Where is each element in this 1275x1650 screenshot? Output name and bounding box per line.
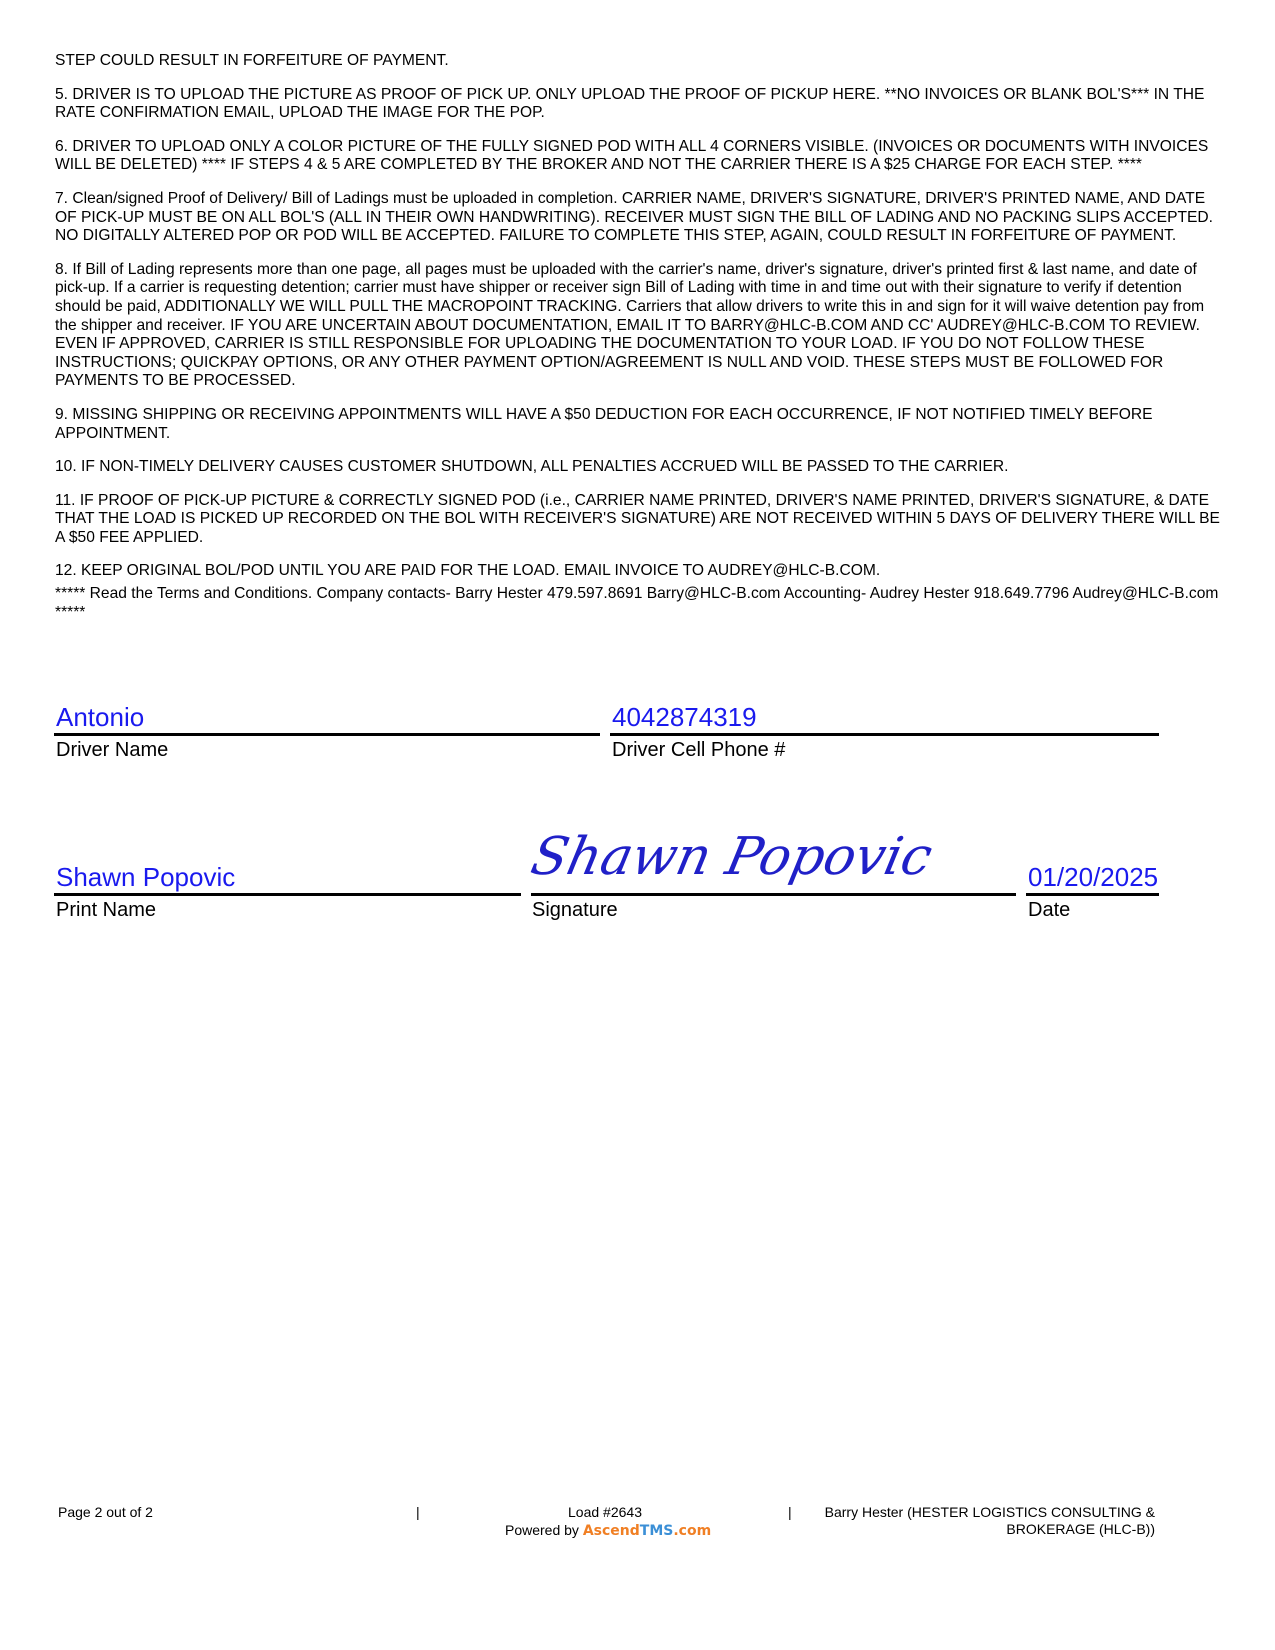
print-name-line [54,893,521,896]
driver-phone-field[interactable]: 4042874319 [612,702,757,732]
load-number: Load #2643 [568,1504,642,1520]
signature-text: Shawn Popovic [526,826,938,887]
brand-logo[interactable] [583,1523,711,1539]
powered-by [505,1522,712,1540]
driver-name-line [54,733,600,736]
signature-line [531,893,1016,896]
company-info [800,1504,1155,1538]
company-line: BROKERAGE (HLC-B)) [1006,1521,1155,1537]
term-item: 9. MISSING SHIPPING OR RECEIVING APPOINTMENTS WILL HAVE A $50 DEDUCTION FOR EACH OCCURRENCE, IF NOT NOTIFIED TIMELY BEFORE APPOINTMENT. [55,405,1153,442]
date-caption: Date [1028,899,1071,921]
driver-name-field[interactable]: Antonio [56,702,145,732]
term-item: 5. DRIVER IS TO UPLOAD THE PICTURE AS PROOF OF PICK UP. ONLY UPLOAD THE PROOF OF PICKUP HERE. **NO INVOICES OR BLANK BOL'S*** IN THE RATE CONFIRMATION EMAIL, UPLOAD THE IMAGE FOR THE POP. [55,85,1205,122]
powered-by-label: Powered by [505,1522,579,1538]
company-line: Barry Hester (HESTER LOGISTICS CONSULTING & [824,1504,1155,1520]
term-item: 7. Clean/signed Proof of Delivery/ Bill of Ladings must be uploaded in completion. CARRIER NAME, DRIVER'S SIGNATURE, DRIVER'S PRINTED NAME, AND DATE OF PICK-UP MUST BE ON ALL BOL'S (ALL IN THEIR OWN HANDWRITING). RECEIVER MUST SIGN THE BILL OF LADING AND NO PACKING SLIPS ACCEPTED. NO DIGITALLY ALTERED POP OR POD WILL BE ACCEPTED. FAILURE TO COMPLETE THIS STEP, AGAIN, COULD RESULT IN FORFEITURE OF PAYMENT. [55,189,1214,245]
brand-dotcom: .com [673,1523,712,1539]
signature-caption: Signature [532,899,618,921]
term-item: 10. IF NON-TIMELY DELIVERY CAUSES CUSTOMER SHUTDOWN, ALL PENALTIES ACCRUED WILL BE PASSED TO THE CARRIER. [55,458,1009,476]
date-line [1026,893,1159,896]
print-name-field[interactable]: Shawn Popovic [56,862,236,892]
driver-phone-line [610,733,1159,736]
brand-ascend: Ascend [582,1523,640,1539]
term-item: 6. DRIVER TO UPLOAD ONLY A COLOR PICTURE OF THE FULLY SIGNED POD WITH ALL 4 CORNERS VISIBLE. (INVOICES OR DOCUMENTS WITH INVOICES WILL BE DELETED) **** IF STEPS 4 & 5 ARE COMPLETED BY THE BROKER AND NOT THE CARRIER THERE IS A $25 CHARGE FOR EACH STEP. **** [55,137,1209,174]
footer-separator: | [788,1504,792,1520]
page-number: Page 2 out of 2 [58,1504,153,1520]
print-name-caption: Print Name [56,899,157,921]
footer-separator: | [416,1504,420,1520]
date-field[interactable]: 01/20/2025 [1028,862,1159,892]
driver-phone-caption: Driver Cell Phone # [612,739,786,761]
term-item: 12. KEEP ORIGINAL BOL/POD UNTIL YOU ARE PAID FOR THE LOAD. EMAIL INVOICE TO AUDREY@HLC-B.COM. [55,562,881,580]
signature-image[interactable] [526,812,938,894]
driver-name-caption: Driver Name [56,739,169,761]
term-item: 8. If Bill of Lading represents more than one page, all pages must be uploaded with the carrier's name, driver's signature, driver's printed first & last name, and date of pick-up. If a carrier is requesting detention; carrier must have shipper or receiver sign Bill of Lading with time in and time out with their signature to verify if detention should be paid, ADDITIONALLY WE WILL PULL THE MACROPOINT TRACKING. Carriers that allow drivers to write this in and sign for it will waive detention pay from the shipper and receiver. IF YOU ARE UNCERTAIN ABOUT DOCUMENTATION, EMAIL IT TO BARRY@HLC-B.COM AND CC' AUDREY@HLC-B.COM TO REVIEW. EVEN IF APPROVED, CARRIER IS STILL RESPONSIBLE FOR UPLOADING THE DOCUMENTATION TO YOUR LOAD. IF YOU DO NOT FOLLOW THESE INSTRUCTIONS; QUICKPAY OPTIONS, OR ANY OTHER PAYMENT OPTION/AGREEMENT IS NULL AND VOID. THESE STEPS MUST BE FOLLOWED FOR PAYMENTS TO BE PROCESSED. [55,260,1205,390]
term-item: STEP COULD RESULT IN FORFEITURE OF PAYMENT. [55,52,449,69]
terms-section [55,52,1223,637]
brand-tms: TMS [639,1523,674,1539]
term-item: 11. IF PROOF OF PICK-UP PICTURE & CORRECTLY SIGNED POD (i.e., CARRIER NAME PRINTED, DRIVER'S NAME PRINTED, DRIVER'S SIGNATURE, & DATE THAT THE LOAD IS PICKED UP RECORDED ON THE BOL WITH RECEIVER'S SIGNATURE) ARE NOT RECEIVED WITHIN 5 DAYS OF DELIVERY THERE WILL BE A $50 FEE APPLIED. [55,491,1220,546]
contacts-note: ***** Read the Terms and Conditions. Company contacts- Barry Hester 479.597.8691 Barry@HLC-B.com Accounting- Audrey Hester 918.649.7796 Audrey@HLC-B.com ***** [55,585,1219,621]
